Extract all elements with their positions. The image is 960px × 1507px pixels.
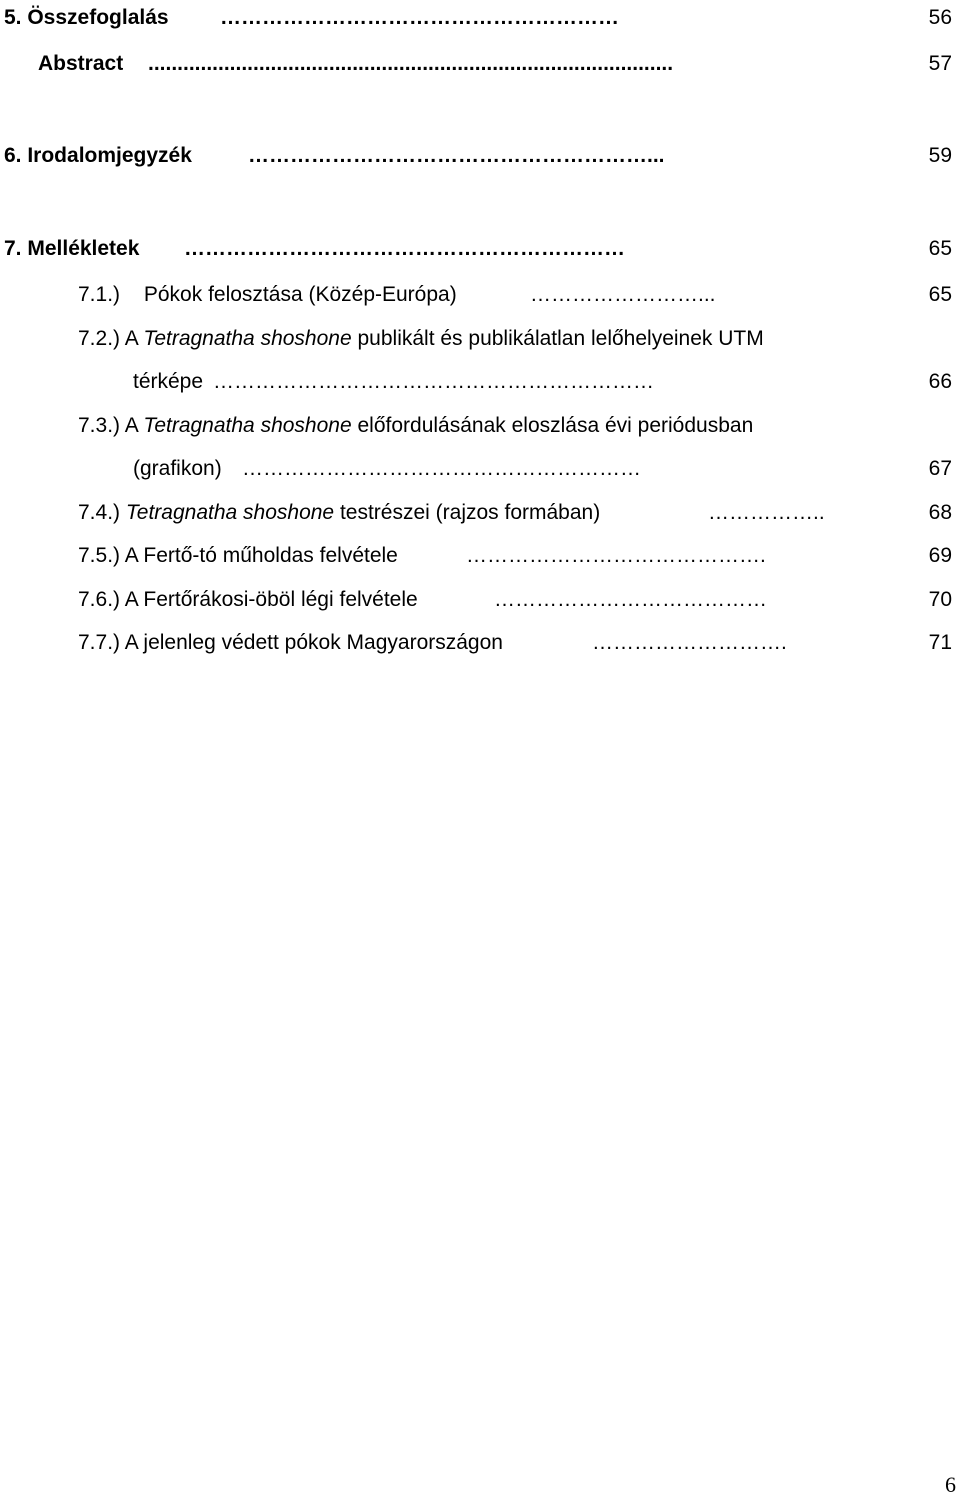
toc-entry-species: Tetragnatha shoshone (143, 414, 352, 437)
toc-leader: …………………………………………………... (248, 144, 665, 167)
toc-entry-7-2[interactable] (78, 326, 764, 352)
toc-entry-label: publikált és publikálatlan lelőhelyeinek UTM (357, 327, 764, 350)
toc-entry-number: 7.2.) (78, 327, 121, 350)
toc-entry-7-7[interactable] (78, 630, 503, 656)
toc-page-number: 70 (928, 588, 952, 611)
toc-entry-label: A jelenleg védett pókok Magyarországon (124, 631, 503, 654)
toc-entry-7-3[interactable] (78, 413, 753, 439)
toc-entry-prefix: A (124, 327, 138, 350)
toc-page-number: 71 (928, 631, 952, 654)
toc-page-number: 57 (928, 52, 952, 75)
toc-leader: ……………………………………. (466, 544, 766, 567)
toc-entry-continuation: térképe (133, 370, 204, 393)
toc-leader: ………………………. (592, 631, 787, 654)
toc-entry-prefix: A (124, 414, 138, 437)
toc-entry-number: 7.6.) (78, 588, 121, 611)
toc-page-number: 69 (928, 544, 952, 567)
footer-page-number: 6 (945, 1472, 956, 1497)
toc-entry-number: 7.7.) (78, 631, 121, 654)
toc-entry-label: Abstract (38, 52, 124, 75)
toc-entry-species: Tetragnatha shoshone (125, 501, 335, 524)
toc-page-number: 65 (928, 237, 952, 260)
toc-entry-number: 7.1.) (78, 283, 121, 306)
toc-entry-species: Tetragnatha shoshone (143, 327, 352, 350)
toc-page-number: 67 (928, 457, 952, 480)
toc-entry-label: A Fertő-tó műholdas felvétele (124, 544, 398, 567)
toc-entry-label: Pókok felosztása (Közép-Európa) (143, 283, 457, 306)
toc-entry-continuation: (grafikon) (133, 457, 222, 480)
toc-leader: …………….. (708, 501, 825, 524)
toc-entry-label: előfordulásának eloszlása évi periódusban (357, 414, 754, 437)
toc-leader: ……………………………………………………… (213, 370, 654, 393)
toc-entry-label: 7. Mellékletek (4, 237, 140, 260)
toc-entry-label: 5. Összefoglalás (4, 6, 169, 29)
toc-entry-appendices[interactable] (4, 236, 139, 262)
toc-entry-7-4[interactable] (78, 500, 600, 526)
toc-leader: ………………………………………………… (220, 6, 619, 29)
toc-leader: ……………………………………………………… (184, 237, 625, 260)
toc-entry-number: 7.4.) (78, 501, 121, 524)
toc-page-number: 66 (928, 370, 952, 393)
toc-leader: ……………………... (530, 283, 716, 306)
toc-leader: ………………………………………………… (242, 457, 641, 480)
toc-entry-abstract[interactable] (38, 51, 123, 77)
toc-page-number: 68 (928, 501, 952, 524)
toc-entry-7-6[interactable] (78, 587, 418, 613)
toc-entry-bibliography[interactable] (4, 143, 192, 169)
toc-page-number: 59 (928, 144, 952, 167)
toc-entry-label: 6. Irodalomjegyzék (4, 144, 192, 167)
toc-entry-7-5[interactable] (78, 543, 398, 569)
toc-leader: .......................................................................................... (148, 52, 674, 75)
toc-entry-label: A Fertőrákosi-öböl légi felvétele (124, 588, 418, 611)
toc-leader: ………………………………… (494, 588, 767, 611)
toc-entry-label: testrészei (rajzos formában) (339, 501, 601, 524)
toc-page-number: 56 (928, 6, 952, 29)
toc-entry-7-1[interactable] (78, 282, 457, 308)
toc-entry-number: 7.3.) (78, 414, 121, 437)
toc-entry-number: 7.5.) (78, 544, 121, 567)
toc-page-number: 65 (928, 283, 952, 306)
toc-entry-summary[interactable] (4, 5, 169, 31)
